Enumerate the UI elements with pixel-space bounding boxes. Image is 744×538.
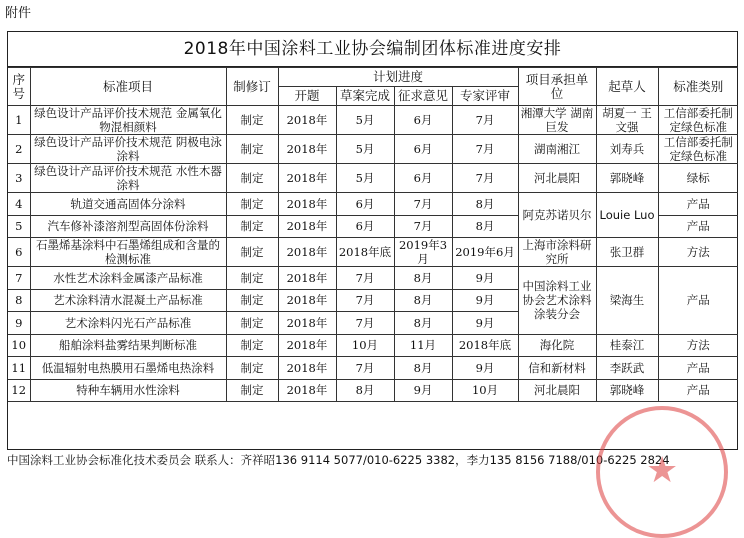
cell-unit: 河北晨阳	[518, 164, 596, 193]
cell-type: 制定	[226, 267, 278, 290]
header-plan: 计划进度	[278, 68, 518, 87]
cell-review: 8月	[452, 193, 518, 216]
cell-name: 汽车修补漆溶剂型高固体份涂料	[30, 215, 226, 238]
seal-star-icon: ★	[646, 450, 679, 491]
header-consult: 征求意见	[394, 87, 452, 106]
cell-no: 12	[8, 379, 30, 402]
cell-no: 9	[8, 312, 30, 335]
cell-draft: 5月	[336, 135, 394, 164]
cell-drafter: 桂泰江	[596, 334, 658, 357]
cell-start: 2018年	[278, 334, 336, 357]
cell-review: 8月	[452, 215, 518, 238]
cell-type: 制定	[226, 379, 278, 402]
cell-consult: 2019年3月	[394, 238, 452, 267]
header-drafter: 起草人	[596, 68, 658, 106]
cell-start: 2018年	[278, 379, 336, 402]
table-row	[8, 106, 738, 135]
cell-drafter: Louie Luo	[596, 193, 658, 238]
cell-type: 制定	[226, 106, 278, 135]
table-row	[8, 357, 738, 380]
document-title: 2018年中国涂料工业协会编制团体标准进度安排	[8, 32, 737, 67]
header-type: 制修订	[226, 68, 278, 106]
cell-draft: 7月	[336, 357, 394, 380]
cell-type: 制定	[226, 193, 278, 216]
header-undertaker: 项目承担单位	[518, 68, 596, 106]
cell-category: 工信部委托制定绿色标准	[658, 135, 738, 164]
cell-start: 2018年	[278, 215, 336, 238]
cell-no: 10	[8, 334, 30, 357]
cell-no: 2	[8, 135, 30, 164]
cell-draft: 6月	[336, 193, 394, 216]
cell-unit: 河北晨阳	[518, 379, 596, 402]
cell-unit: 中国涂料工业协会艺术涂料涂装分会	[518, 267, 596, 335]
cell-name: 绿色设计产品评价技术规范 阴极电泳涂料	[30, 135, 226, 164]
cell-start: 2018年	[278, 289, 336, 312]
cell-start: 2018年	[278, 267, 336, 290]
header-seq: 序号	[8, 68, 30, 106]
cell-review: 7月	[452, 106, 518, 135]
cell-no: 4	[8, 193, 30, 216]
cell-start: 2018年	[278, 164, 336, 193]
cell-consult: 8月	[394, 357, 452, 380]
cell-start: 2018年	[278, 238, 336, 267]
cell-unit: 湖南湘江	[518, 135, 596, 164]
cell-name: 绿色设计产品评价技术规范 水性木器涂料	[30, 164, 226, 193]
cell-name: 船舶涂料盐雾结果判断标准	[30, 334, 226, 357]
cell-start: 2018年	[278, 193, 336, 216]
cell-type: 制定	[226, 238, 278, 267]
table-row	[8, 164, 738, 193]
header-review: 专家评审	[452, 87, 518, 106]
cell-drafter: 郭晓峰	[596, 379, 658, 402]
schedule-table	[8, 67, 738, 402]
cell-name: 低温辐射电热膜用石墨烯电热涂料	[30, 357, 226, 380]
table-row	[8, 193, 738, 216]
cell-draft: 7月	[336, 312, 394, 335]
cell-start: 2018年	[278, 106, 336, 135]
cell-category: 产品	[658, 357, 738, 380]
cell-consult: 8月	[394, 312, 452, 335]
cell-name: 艺术涂料闪光石产品标准	[30, 312, 226, 335]
cell-drafter: 刘寿兵	[596, 135, 658, 164]
cell-type: 制定	[226, 164, 278, 193]
header-category: 标准类别	[658, 68, 738, 106]
cell-no: 11	[8, 357, 30, 380]
cell-no: 5	[8, 215, 30, 238]
cell-review: 7月	[452, 135, 518, 164]
cell-type: 制定	[226, 135, 278, 164]
cell-start: 2018年	[278, 312, 336, 335]
cell-category: 工信部委托制定绿色标准	[658, 106, 738, 135]
contact-footer: 中国涂料工业协会标准化技术委员会 联系人：齐祥昭136 9114 5077/010-6225 3382，李力135 8156 7188/010-6225 2824	[7, 453, 670, 467]
header-start: 开题	[278, 87, 336, 106]
table-row	[8, 135, 738, 164]
cell-no: 3	[8, 164, 30, 193]
cell-review: 9月	[452, 357, 518, 380]
cell-category: 产品	[658, 193, 738, 216]
cell-name: 绿色设计产品评价技术规范 金属氧化物混相颜料	[30, 106, 226, 135]
cell-type: 制定	[226, 312, 278, 335]
cell-review: 9月	[452, 312, 518, 335]
cell-consult: 6月	[394, 164, 452, 193]
cell-no: 7	[8, 267, 30, 290]
cell-review: 9月	[452, 289, 518, 312]
header-project: 标准项目	[30, 68, 226, 106]
cell-review: 7月	[452, 164, 518, 193]
cell-name: 石墨烯基涂料中石墨烯组成和含量的检测标准	[30, 238, 226, 267]
cell-category: 产品	[658, 379, 738, 402]
cell-type: 制定	[226, 215, 278, 238]
cell-name: 水性艺术涂料金属漆产品标准	[30, 267, 226, 290]
cell-category: 绿标	[658, 164, 738, 193]
cell-drafter: 李跃武	[596, 357, 658, 380]
cell-name: 艺术涂料清水混凝土产品标准	[30, 289, 226, 312]
attachment-label: 附件	[5, 6, 32, 21]
cell-draft: 10月	[336, 334, 394, 357]
cell-category: 产品	[658, 215, 738, 238]
cell-review: 2019年6月	[452, 238, 518, 267]
cell-category: 方法	[658, 238, 738, 267]
table-row	[8, 379, 738, 402]
cell-review: 2018年底	[452, 334, 518, 357]
cell-no: 6	[8, 238, 30, 267]
cell-consult: 8月	[394, 267, 452, 290]
cell-drafter: 胡夏一 王文强	[596, 106, 658, 135]
cell-consult: 6月	[394, 135, 452, 164]
cell-category: 方法	[658, 334, 738, 357]
cell-unit: 阿克苏诺贝尔	[518, 193, 596, 238]
cell-draft: 5月	[336, 106, 394, 135]
cell-drafter: 郭晓峰	[596, 164, 658, 193]
cell-start: 2018年	[278, 135, 336, 164]
cell-review: 10月	[452, 379, 518, 402]
cell-name: 轨道交通高固体分涂料	[30, 193, 226, 216]
cell-consult: 9月	[394, 379, 452, 402]
table-row	[8, 238, 738, 267]
cell-consult: 7月	[394, 215, 452, 238]
cell-type: 制定	[226, 289, 278, 312]
cell-unit: 上海市涂料研究所	[518, 238, 596, 267]
cell-start: 2018年	[278, 357, 336, 380]
cell-category: 产品	[658, 267, 738, 335]
cell-drafter: 张卫群	[596, 238, 658, 267]
cell-no: 1	[8, 106, 30, 135]
cell-draft: 6月	[336, 215, 394, 238]
cell-type: 制定	[226, 334, 278, 357]
cell-review: 9月	[452, 267, 518, 290]
cell-consult: 7月	[394, 193, 452, 216]
cell-drafter: 梁海生	[596, 267, 658, 335]
cell-no: 8	[8, 289, 30, 312]
cell-consult: 6月	[394, 106, 452, 135]
cell-unit: 湘潭大学 湖南巨发	[518, 106, 596, 135]
cell-draft: 7月	[336, 267, 394, 290]
cell-draft: 8月	[336, 379, 394, 402]
table-row	[8, 334, 738, 357]
cell-unit: 海化院	[518, 334, 596, 357]
cell-consult: 8月	[394, 289, 452, 312]
cell-draft: 2018年底	[336, 238, 394, 267]
cell-draft: 5月	[336, 164, 394, 193]
cell-type: 制定	[226, 357, 278, 380]
table-row	[8, 267, 738, 290]
cell-consult: 11月	[394, 334, 452, 357]
cell-unit: 信和新材料	[518, 357, 596, 380]
schedule-document	[7, 31, 738, 450]
cell-name: 特种车辆用水性涂料	[30, 379, 226, 402]
header-draft: 草案完成	[336, 87, 394, 106]
cell-draft: 7月	[336, 289, 394, 312]
